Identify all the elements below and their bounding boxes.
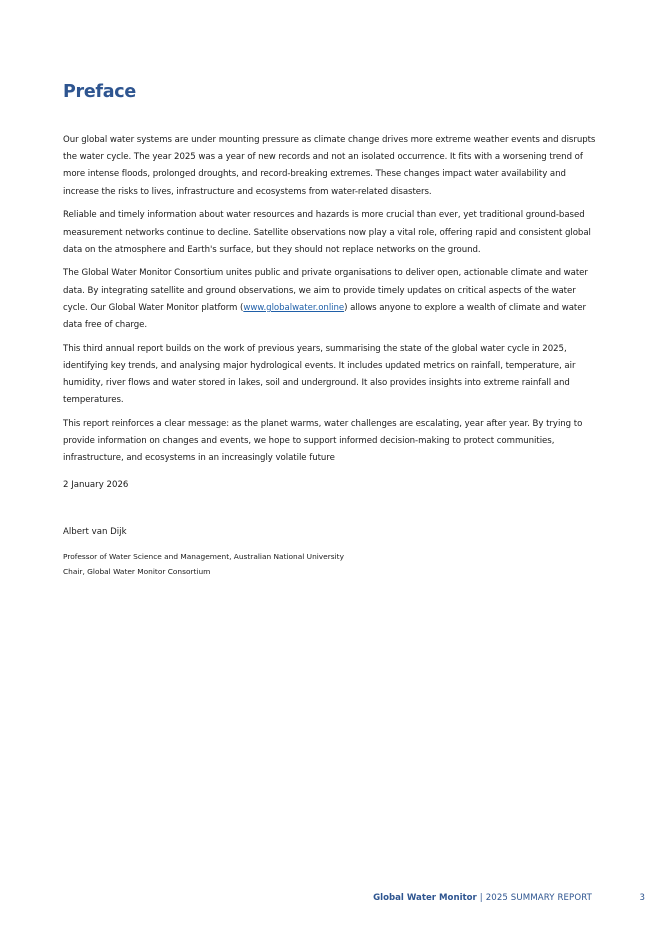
- footer-brand: Global Water Monitor: [373, 893, 477, 903]
- globalwater-link[interactable]: www.globalwater.online: [243, 302, 345, 313]
- preface-body: [63, 132, 603, 474]
- footer-report-title: 2025 SUMMARY REPORT: [485, 893, 592, 903]
- preface-date: 2 January 2026: [63, 480, 129, 490]
- paragraph-4: This third annual report builds on the work of previous years, summarising the state of the global water cycle in 2025, identifying key trends, and analysing major hydrological events. It includes updated metrics on rainfall, temperature, air humidity, river flows and water stored in lakes, soil and underground. It also provides insights into extreme rainfall and temperatures.: [63, 343, 576, 406]
- signatory-name: Albert van Dijk: [63, 527, 127, 537]
- page-footer: [373, 891, 592, 905]
- page-title: Preface: [63, 82, 136, 102]
- paragraph-5: This report reinforces a clear message: as the planet warms, water challenges are escalating, year after year. By trying to provide information on changes and events, we hope to support informed decision-making to protect communities, infrastructure, and ecosystems in an increasingly volatile future: [63, 419, 583, 464]
- signatory-chair-role: Chair, Global Water Monitor Consortium: [63, 567, 211, 576]
- page-number: 3: [639, 893, 645, 903]
- paragraph-3-text-a: The Global Water Monitor Consortium unites public and private organisations to deliver open, actionable climate and water data. By integrating satellite and ground observations, we aim to provide timely updates on critical aspects of the water cycle. Our Global Water Monitor platform (: [63, 268, 588, 313]
- footer-separator: |: [479, 893, 483, 903]
- paragraph-3: [63, 265, 603, 334]
- paragraph-1: Our global water systems are under mounting pressure as climate change drives more extreme weather events and disrupts the water cycle. The year 2025 was a year of new records and not an isolated occurrence. It fits with a worsening trend of more intense floods, prolonged droughts, and record-breaking extremes. These changes impact water availability and increase the risks to lives, infrastructure and ecosystems from water-related disasters.: [63, 135, 596, 197]
- signatory-role: Professor of Water Science and Management, Australian National University: [63, 552, 344, 561]
- paragraph-2: Reliable and timely information about water resources and hazards is more crucial than ever, yet traditional ground-based measurement networks continue to decline. Satellite observations now play a vital role, offering rapid and consistent global data on the atmosphere and Earth's surface, but they should not replace networks on the ground.: [63, 210, 591, 255]
- paragraph-3-text-b: ) allows anyone to explore a wealth of climate and water data free of charge.: [63, 302, 586, 331]
